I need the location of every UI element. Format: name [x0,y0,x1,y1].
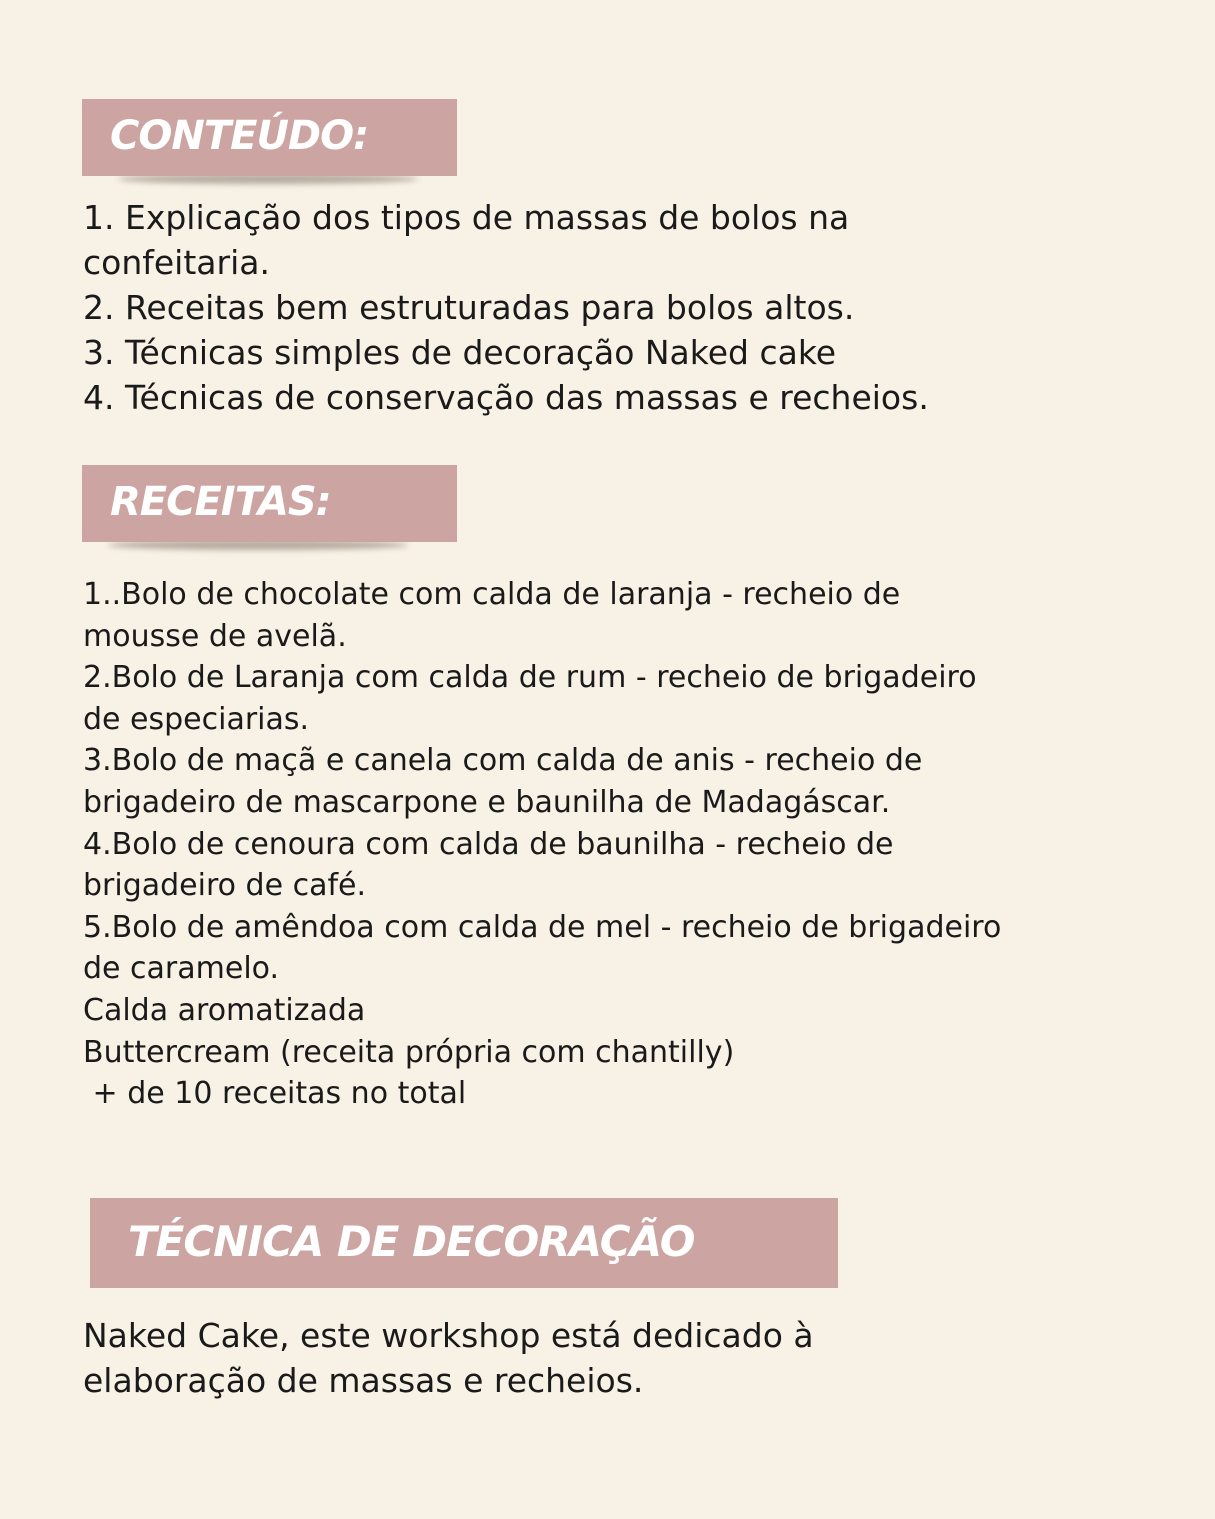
receita-item-6: Calda aromatizada [83,992,366,1028]
conteudo-list [83,195,1043,420]
receita-item-2: 2.Bolo de Laranja com calda de rum - recheio de brigadeiro de especiarias. [83,660,977,737]
conteudo-item-2: 2. Receitas bem estruturadas para bolos altos. [83,288,855,327]
conteudo-item-1: 1. Explicação dos tipos de massas de bolos na confeitaria. [83,198,850,282]
receita-item-3: 3.Bolo de maçã e canela com calda de anis - recheio de brigadeiro de mascarpone e baunilha de Madagáscar. [83,743,923,820]
conteudo-title: CONTEÚDO: [110,113,369,159]
receitas-list [83,574,1023,1115]
decoracao-banner [90,1198,838,1288]
conteudo-banner [82,99,457,176]
conteudo-item-3: 3. Técnicas simples de decoração Naked cake [83,333,837,372]
receita-item-1: 1..Bolo de chocolate com calda de laranja - recheio de mousse de avelã. [83,577,901,654]
receita-item-5: 5.Bolo de amêndoa com calda de mel - recheio de brigadeiro de caramelo. [83,909,1002,987]
conteudo-item-4: 4. Técnicas de conservação das massas e recheios. [83,378,929,417]
receitas-title: RECEITAS: [110,479,331,525]
decoracao-text: Naked Cake, este workshop está dedicado à elaboração de massas e recheios. [83,1316,814,1400]
receita-item-4: 4.Bolo de cenoura com calda de baunilha - recheio de brigadeiro de café. [83,826,894,904]
receita-item-7: Buttercream (receita própria com chantilly) [83,1034,735,1070]
receitas-banner [82,465,457,542]
decoracao-title: TÉCNICA DE DECORAÇÃO [128,1217,695,1266]
receita-item-8: + de 10 receitas no total [83,1076,467,1112]
